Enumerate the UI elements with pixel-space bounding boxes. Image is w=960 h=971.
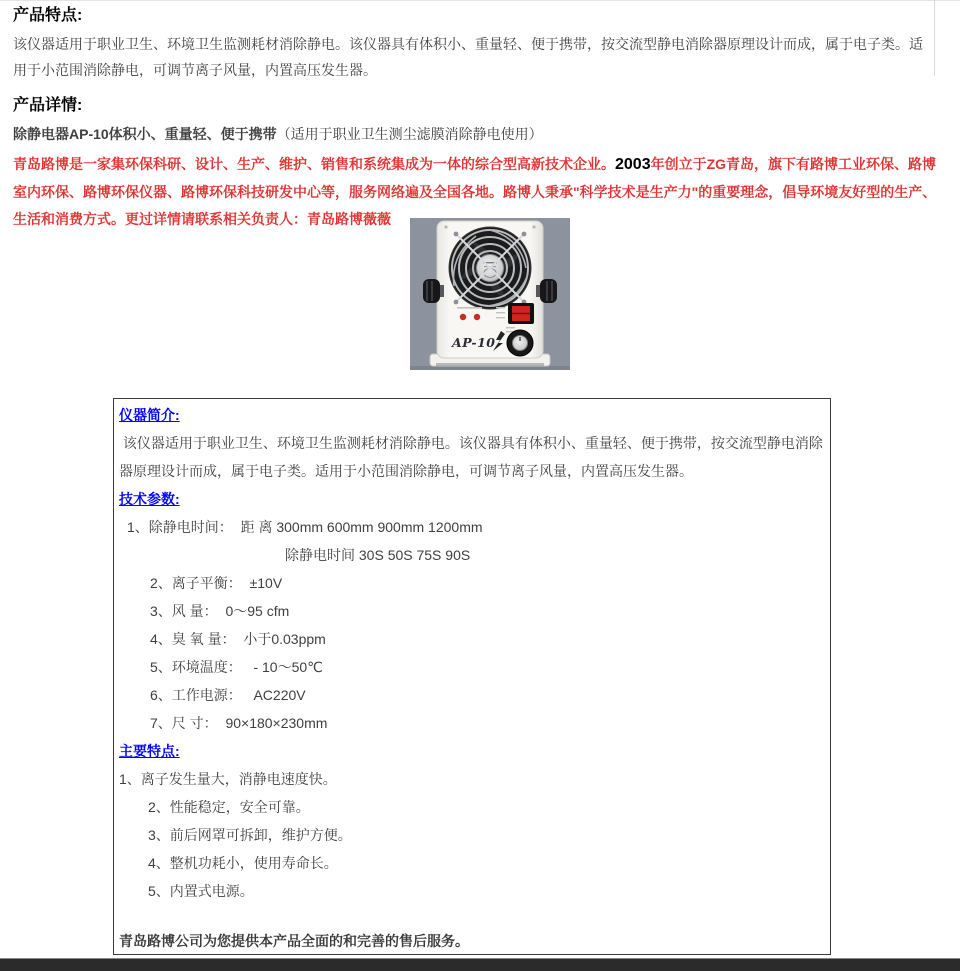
- spec-row-discharge-time-values: 除静电时间 30S 50S 75S 90S: [285, 547, 471, 563]
- spec-row-power-supply: 6、工作电源： AC220V: [150, 687, 306, 703]
- fan-grille: [449, 227, 531, 309]
- section-title-product-features: 产品特点:: [13, 7, 83, 24]
- feature-row-builtin-psu: 5、内置式电源。: [148, 883, 254, 899]
- top-divider: [0, 0, 960, 1]
- spec-row-ambient-temp: 5、环境温度： - 10～50℃: [150, 659, 323, 675]
- product-name-text: 除静电器AP-10体积小、重量轻、便于携带: [13, 126, 277, 142]
- promo-year: 2003: [615, 156, 651, 173]
- top-content: [13, 5, 938, 234]
- promo-text-before-year: 青岛路博是一家集环保科研、设计、生产、维护、销售和系统集成为一体的综合型高新技术企业。: [13, 156, 615, 172]
- spec-row-dimensions: 7、尺 寸： 90×180×230mm: [150, 715, 328, 731]
- product-features-paragraph: 该仪器适用于职业卫生、环境卫生监测耗材消除静电。该仪器具有体积小、重量轻、便于携带，按交流型静电消除器原理设计而成，属于电子类。适用于小范围消除静电，可调节离子风量，内置高压发生器。: [13, 36, 923, 78]
- main-features-heading: 主要特点:: [119, 743, 180, 759]
- intro-paragraph: 该仪器适用于职业卫生、环境卫生监测耗材消除静电。该仪器具有体积小、重量轻、便于携带，按交流型静电消除器原理设计而成，属于电子类。适用于小范围消除静电，可调节离子风量，内置高压发生器。: [119, 435, 823, 479]
- feature-row-stability: 2、性能稳定，安全可靠。: [148, 799, 310, 815]
- spec-row-ozone: 4、臭 氧 量： 小于0.03ppm: [150, 631, 326, 647]
- specs-heading: 技术参数:: [119, 491, 180, 507]
- intro-heading: 仪器简介:: [119, 407, 180, 423]
- feature-row-low-power: 4、整机功耗小，使用寿命长。: [148, 855, 338, 871]
- product-info-box: [113, 398, 831, 955]
- product-photo: [410, 218, 570, 370]
- bottom-taskbar: [0, 958, 960, 971]
- ap10-device-illustration: [410, 218, 570, 370]
- section-title-product-details: 产品详情:: [13, 97, 83, 114]
- model-label: AP-10: [452, 335, 496, 350]
- after-sales-note: 青岛路博公司为您提供本产品全面的和完善的售后服务。: [119, 933, 469, 949]
- promo-text-after-year: 年创立于ZG青岛，旗下有路博工业环保、路博室内环保、路博环保仪器、路博环保科技研发中心等，服务网络遍及全国各地。路博人秉承"科学技术是生产力"的重要理念，倡导环境友好型的生产、生活和消费方式。更过详情请联系相关负责人：青岛路博薇薇: [13, 156, 937, 227]
- spec-row-discharge-time: 1、除静电时间： 距 离 300mm 600mm 900mm 1200mm: [127, 519, 483, 535]
- product-subtitle: [13, 123, 938, 145]
- feature-row-ion-output: 1、离子发生量大，消静电速度快。: [119, 771, 337, 787]
- feature-row-removable-grille: 3、前后网罩可拆卸，维护方便。: [148, 827, 352, 843]
- spec-row-air-volume: 3、风 量： 0～95 cfm: [150, 603, 290, 619]
- product-usage-note: （适用于职业卫生测尘滤膜消除静电使用）: [276, 126, 543, 142]
- spec-row-ion-balance: 2、离子平衡： ±10V: [150, 575, 283, 591]
